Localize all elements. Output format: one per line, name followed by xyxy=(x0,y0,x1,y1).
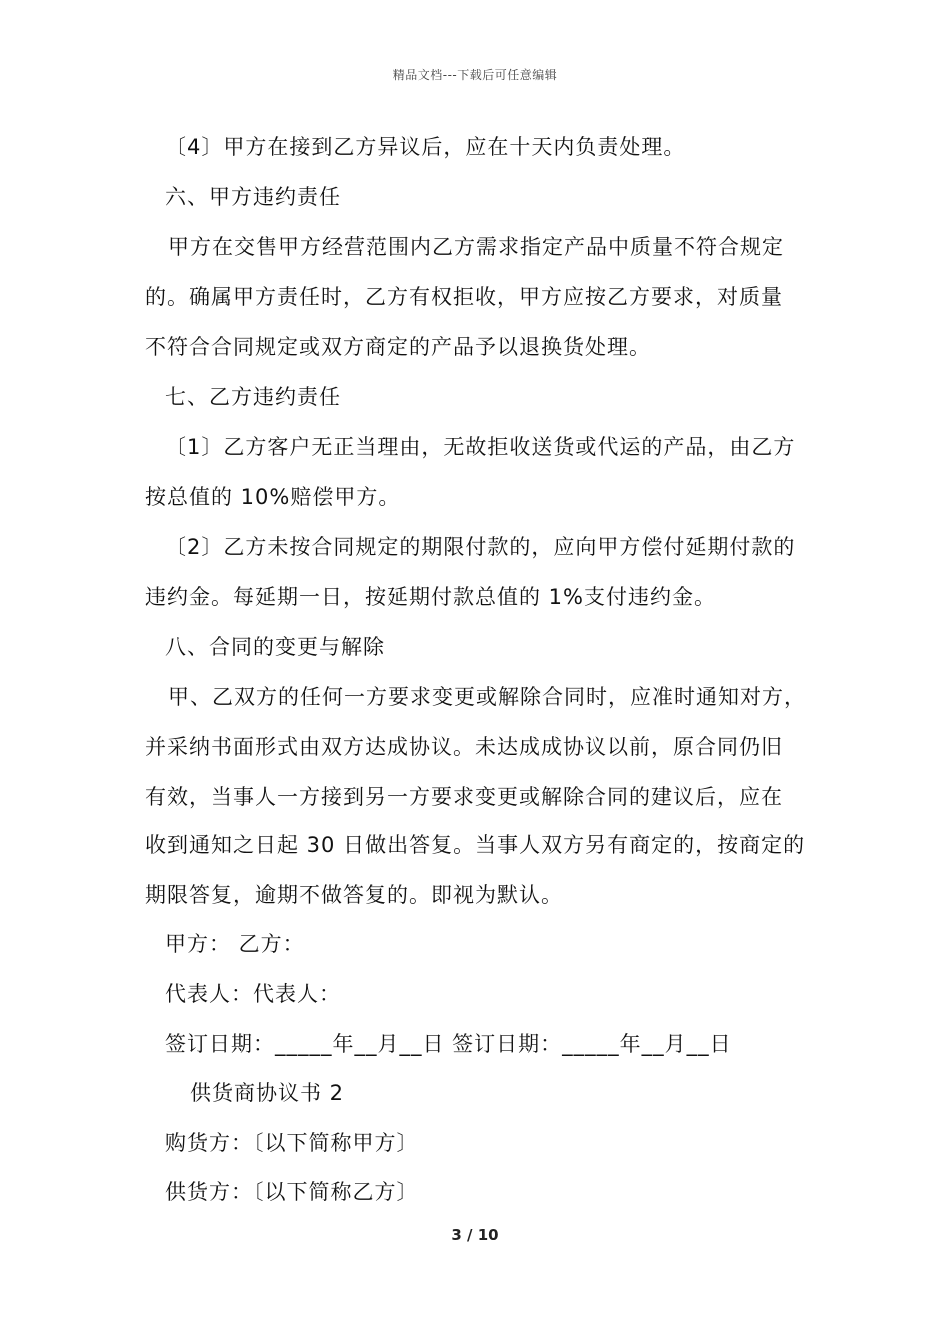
page-number: 3 / 10 xyxy=(451,1226,499,1244)
paragraph-line: 收到通知之日起 30 日做出答复。当事人双方另有商定的，按商定的 xyxy=(145,833,806,857)
document-title: 供货商协议书 2 xyxy=(190,1081,345,1105)
section-heading: 八、合同的变更与解除 xyxy=(165,635,385,659)
section-heading: 六、甲方违约责任 xyxy=(165,185,341,209)
paragraph-line: 有效，当事人一方接到另一方要求变更或解除合同的建议后，应在 xyxy=(145,785,783,809)
page-header: 精品文档---下载后可任意编辑 xyxy=(392,68,558,82)
clause-line: 〔4〕甲方在接到乙方异议后，应在十天内负责处理。 xyxy=(165,135,686,159)
party-buyer: 购货方：〔以下简称甲方〕 xyxy=(165,1131,419,1155)
paragraph-line: 不符合合同规定或双方商定的产品予以退换货处理。 xyxy=(145,335,651,359)
paragraph-line: 甲、乙双方的任何一方要求变更或解除合同时，应准时通知对方， xyxy=(168,685,806,709)
section-heading: 七、乙方违约责任 xyxy=(165,385,341,409)
paragraph-line: 的。确属甲方责任时，乙方有权拒收，甲方应按乙方要求，对质量 xyxy=(145,285,783,309)
signature-parties: 甲方： 乙方： xyxy=(165,932,305,956)
paragraph-line: 并采纳书面形式由双方达成协议。未达成成协议以前，原合同仍旧 xyxy=(145,735,783,759)
signature-dates: 签订日期：_____年__月__日 签订日期：_____年__月__日 xyxy=(165,1032,732,1056)
signature-representatives: 代表人：代表人： xyxy=(165,982,341,1006)
paragraph-line: 违约金。每延期一日，按延期付款总值的 1%支付违约金。 xyxy=(145,585,716,609)
clause-line: 〔1〕乙方客户无正当理由，无故拒收送货或代运的产品，由乙方 xyxy=(165,435,796,459)
clause-line: 〔2〕乙方未按合同规定的期限付款的，应向甲方偿付延期付款的 xyxy=(165,535,796,559)
party-supplier: 供货方：〔以下简称乙方〕 xyxy=(165,1180,419,1204)
paragraph-line: 按总值的 10%赔偿甲方。 xyxy=(145,485,401,509)
paragraph-line: 甲方在交售甲方经营范围内乙方需求指定产品中质量不符合规定 xyxy=(168,235,784,259)
paragraph-line: 期限答复，逾期不做答复的。即视为默认。 xyxy=(145,883,563,907)
